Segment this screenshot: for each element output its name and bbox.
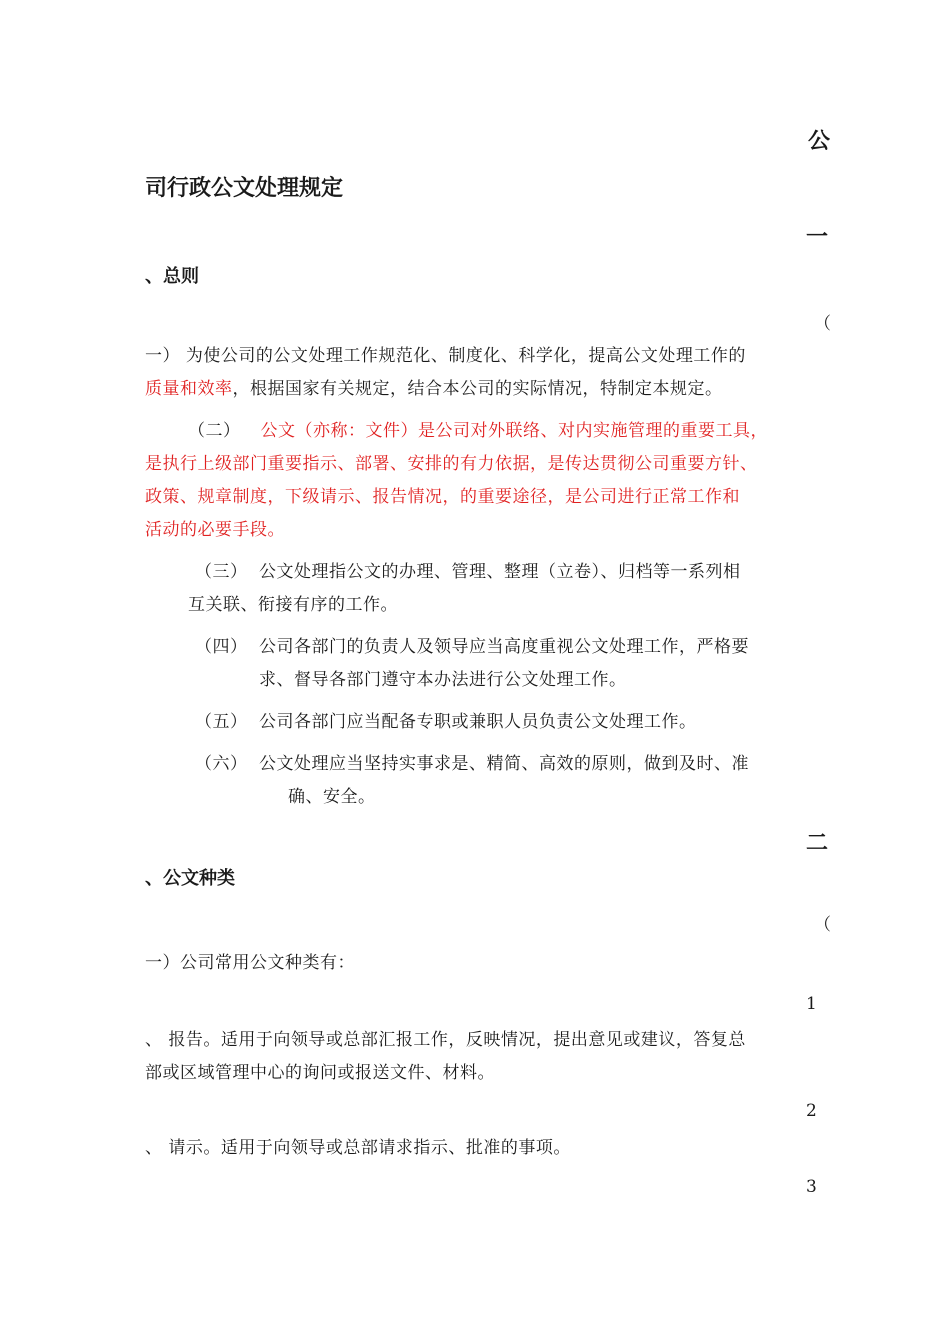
item6-label: （六）: [195, 754, 248, 774]
list-number-2: 2: [806, 1101, 817, 1121]
list-item-1-line1: 、 报告。适用于向领导或总部汇报工作，反映情况，提出意见或建议，答复总: [145, 1030, 746, 1050]
item2-line3: 政策、规章制度，下级请示、报告情况，的重要途径，是公司进行正常工作和: [145, 487, 740, 507]
section-heading-1: 、总则: [145, 266, 199, 287]
item1-line2: [145, 374, 723, 399]
list-item-2-line1: 、 请示。适用于向领导或总部请求指示、批准的事项。: [145, 1138, 571, 1158]
list-number-1: 1: [806, 994, 817, 1014]
item1-line1: 一） 为使公司的公文处理工作规范化、制度化、科学化，提高公文处理工作的: [145, 346, 746, 366]
item2-line2: 是执行上级部门重要指示、部署、安排的有力依据，是传达贯彻公司重要方针、: [145, 454, 758, 474]
item6-line1: 公文处理应当坚持实事求是、精简、高效的原则，做到及时、准: [259, 754, 749, 774]
list-number-3: 3: [806, 1177, 817, 1197]
item2-text1: 公文（亦称：文件）是公司对外联络、对内实施管理的重要工具，: [260, 421, 768, 441]
list-item-1-line2: 部或区域管理中心的询问或报送文件、材料。: [145, 1063, 495, 1083]
item2-label: （二）: [188, 421, 241, 441]
item3-line2: 互关联、衔接有序的工作。: [188, 595, 398, 615]
item7-line1: 一）公司常用公文种类有：: [145, 953, 355, 973]
item4-line1: 公司各部门的负责人及领导应当高度重视公文处理工作，严格要: [259, 637, 749, 657]
item2-line1: [188, 416, 768, 441]
item1-highlight: 质量和效率: [145, 379, 233, 399]
item2-line4: 活动的必要手段。: [145, 520, 285, 540]
item5-label: （五）: [195, 712, 248, 732]
section-numeral-1: 一: [806, 225, 829, 250]
item3-label: （三）: [195, 562, 248, 582]
item3-line1: 公文处理指公文的办理、管理、整理（立卷）、归档等一系列相: [259, 562, 741, 582]
title-char-right: 公: [808, 129, 831, 154]
item4-label: （四）: [195, 637, 248, 657]
section-heading-2: 、公文种类: [145, 868, 235, 889]
section-numeral-2: 二: [806, 831, 829, 856]
item4-line2: 求、督导各部门遵守本办法进行公文处理工作。: [259, 670, 627, 690]
item1-line2-rest: ，根据国家有关规定，结合本公司的实际情况，特制定本规定。: [232, 379, 723, 399]
item1-open-paren: （: [814, 314, 831, 334]
item7-open-paren: （: [814, 915, 831, 935]
item6-line2: 确、安全。: [288, 787, 376, 807]
page-title: 司行政公文处理规定: [145, 176, 344, 201]
item5-line1: 公司各部门应当配备专职或兼职人员负责公文处理工作。: [259, 712, 697, 732]
